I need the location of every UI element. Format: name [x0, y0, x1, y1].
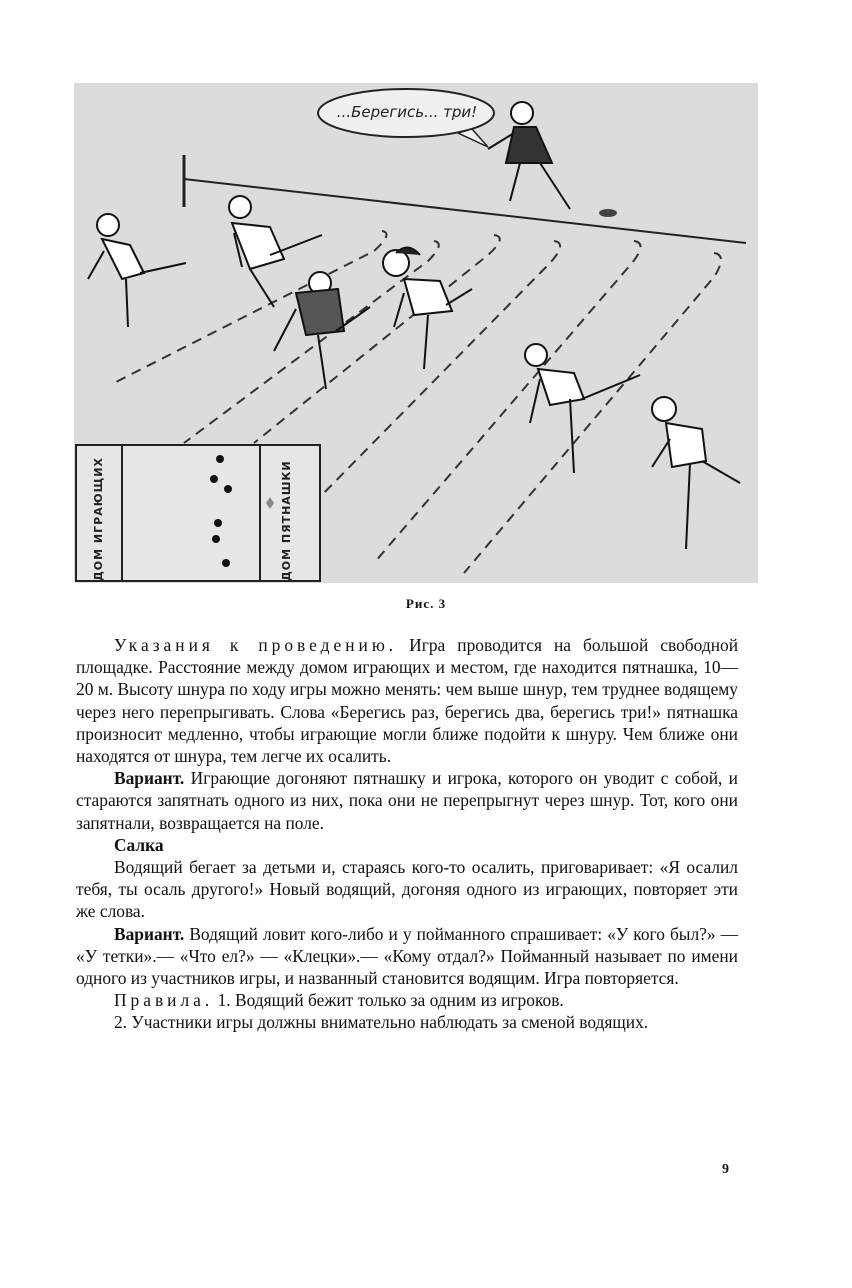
tag-marker	[599, 209, 617, 217]
body-text	[76, 634, 738, 1034]
paragraph	[76, 634, 738, 767]
paragraph	[76, 767, 738, 834]
paragraph-text: Игра проводится на большой свободной площадке. Расстояние между домом играющих и местом, где находится пятнашка, 10—20 м. Высоту шнура по ходу игры можно менять: чем выше шнур, тем труднее водящему через него перепрыгивать. Слова «Берегись раз, берегись два, берегись три!» пятнашка произносит медленно, чтобы играющие могли ближе подойти к шнуру. Чем ближе они находятся от шнура, тем легче их осалить.	[76, 635, 739, 767]
paragraph-text: Водящий ловит кого-либо и у пойманного спрашивает: «У кого был?» — «У тетки».— «Что ел?» — «Клецки».— «Кому отдал?» Пойманный называет по имени одного из участников игры, и названный становится водящим. Игра повторяется.	[76, 923, 738, 989]
paragraph	[76, 856, 738, 923]
girl-tag-figure	[488, 102, 570, 209]
figure-caption: Рис. 3	[405, 596, 447, 611]
paragraph-text: Играющие догоняют пятнашку и игрока, которого он уводит с собой, и стараются запятнать одного из них, пока они не перепрыгнут через шнур. Тот, кого они запятнали, возвращается на поле.	[76, 768, 738, 833]
speech-text: ...Берегись... три!	[336, 103, 478, 121]
paragraph-text: 1. Водящий бежит только за одним из игроков.	[213, 990, 564, 1011]
paragraph	[76, 989, 738, 1011]
paragraph-lead: Указания к проведению.	[114, 635, 398, 655]
paragraph-lead: Вариант.	[114, 923, 185, 944]
house-players-label: ДОМ ИГРАЮЩИХ	[92, 457, 105, 581]
illustration	[74, 83, 758, 583]
paragraph-lead: Правила.	[114, 990, 214, 1011]
paragraph-lead: Вариант.	[114, 768, 185, 789]
page-number: 9	[722, 1162, 729, 1177]
game-field-drawing	[74, 83, 758, 583]
section-heading: Салка	[114, 834, 164, 855]
paragraph	[76, 1011, 738, 1033]
paragraph-text: Водящий бегает за детьми и, стараясь кого-то осалить, приговаривает: «Я осалил тебя, ты осаль другого!» Новый водящий, догоняя одного из играющих, повторяет эти же слова.	[76, 857, 738, 922]
house-tag-label: ДОМ ПЯТНАШКИ	[280, 460, 293, 581]
paragraph-text: 2. Участники игры должны внимательно наблюдать за сменой водящих.	[114, 1012, 649, 1033]
paragraph	[76, 923, 738, 990]
